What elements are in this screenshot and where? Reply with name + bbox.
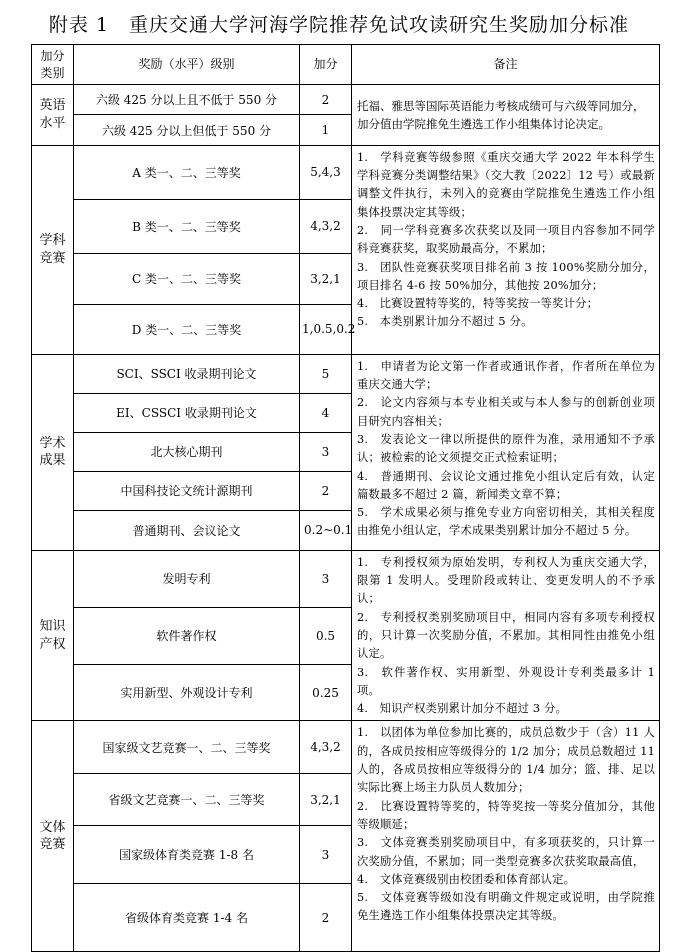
level-cell: 软件著作权 [74, 607, 300, 664]
note-text: 3. 文体竞赛类别奖励项目中，有多项获奖的，只计算一次奖励分值，不累加；同一类型竞赛多次获奖取最高值， [357, 836, 655, 868]
category-competition: 学科竞赛 [32, 145, 74, 354]
table-row [32, 85, 660, 115]
note-text: 5. 本类别累计加分不超过 5 分。 [357, 315, 533, 329]
note-text: 3. 团队性竞赛获奖项目排名前 3 按 100%奖励分加分，项目排名 4-6 按 50%加分，其他按 20%加分； [357, 260, 655, 292]
note-text: 1. 专利授权须为原始发明，专利权人为重庆交通大学，限第 1 发明人。受理阶段或转让、变更发明人的不予承认； [357, 555, 655, 606]
level-cell: 普通期刊、会议论文 [74, 510, 300, 550]
note-text: 3. 发表论文一律以所提供的原件为准，录用通知不予承认；被检索的论文须提交正式检索证明； [357, 432, 655, 465]
table-row [32, 145, 660, 199]
note-text: 2. 论文内容须与本专业相关或与本人参与的创新创业项目研究内容相关； [357, 396, 655, 428]
note-text: 1. 以团体为单位参加比赛的，成员总数少于（含）11 人的，各成员按相应等级得分的 1/2 加分；成员总数超过 11 人的，各成员按相应等级得分的 1/4 加分；篮、排、足以实际比赛上场主力队员人数加分； [357, 726, 655, 795]
header-category: 加分类别 [32, 45, 74, 85]
note-text: 托福、雅思等国际英语能力考核成绩可与六级等同加分，加分值由学院推免生遴选工作小组集体讨论决定。 [357, 98, 645, 131]
level-cell: A 类一、二、三等奖 [74, 145, 300, 199]
note-text: 2. 比赛设置特等奖的，特等奖按一等奖分值加分，其他等级顺延； [357, 799, 655, 831]
level-cell: 省级文艺竞赛一、二、三等奖 [74, 774, 300, 826]
note-text: 4. 普通期刊、会议论文通过推免小组认定后有效，认定篇数最多不超过 2 篇，新闻类文章不算； [357, 469, 655, 501]
note-text: 4. 文体竞赛级别由校团委和体育部认定。 [357, 872, 576, 886]
points-cell: 2 [300, 884, 352, 952]
note-text: 5. 文体竞赛等级如没有明确文件规定或说明，由学院推免生遴选工作小组集体投票决定其等级。 [357, 891, 655, 923]
category-ip: 知识产权 [32, 550, 74, 721]
points-cell: 0.25 [300, 664, 352, 721]
level-cell: 六级 425 分以上且不低于 550 分 [74, 85, 300, 115]
award-points-table [31, 44, 660, 952]
note-text: 5. 学术成果必须与推免专业方向密切相关，其相关程度由推免小组认定，学术成果类别累计加分不超过 5 分。 [357, 506, 655, 538]
competition-notes [352, 145, 660, 354]
header-points: 加分 [300, 45, 352, 85]
note-text: 4. 比赛设置特等奖的，特等奖按一等奖计分； [357, 297, 599, 311]
points-cell: 4 [300, 393, 352, 432]
ip-notes [352, 550, 660, 721]
points-cell: 2 [300, 85, 352, 115]
points-cell: 1,0.5,0.2 [300, 304, 352, 354]
points-cell: 0.5 [300, 607, 352, 664]
note-text: 4. 知识产权类别累计加分不超过 3 分。 [357, 702, 568, 716]
level-cell: C 类一、二、三等奖 [74, 253, 300, 304]
points-cell: 2 [300, 471, 352, 510]
level-cell: 六级 425 分以上但低于 550 分 [74, 115, 300, 145]
points-cell: 5,4,3 [300, 145, 352, 199]
note-text: 2. 专利授权类别奖励项目中，相同内容有多项专利授权的，只计算一次奖励分值，不累加。其相同性由推免小组认定。 [357, 610, 655, 661]
points-cell: 4,3,2 [300, 199, 352, 253]
level-cell: SCI、SSCI 收录期刊论文 [74, 354, 300, 393]
level-cell: 实用新型、外观设计专利 [74, 664, 300, 721]
points-cell: 3 [300, 550, 352, 607]
points-cell: 0.2~0.1 [300, 510, 352, 550]
level-cell: 北大核心期刊 [74, 432, 300, 471]
table-header-row [32, 45, 660, 85]
header-level: 奖励（水平）级别 [74, 45, 300, 85]
academic-notes [352, 354, 660, 550]
points-cell: 3 [300, 826, 352, 884]
level-cell: EI、CSSCI 收录期刊论文 [74, 393, 300, 432]
sports-notes [352, 721, 660, 952]
level-cell: B 类一、二、三等奖 [74, 199, 300, 253]
points-cell: 3,2,1 [300, 253, 352, 304]
points-cell: 3,2,1 [300, 774, 352, 826]
level-cell: 发明专利 [74, 550, 300, 607]
level-cell: D 类一、二、三等奖 [74, 304, 300, 354]
note-text: 1. 申请者为论文第一作者或通讯作者，作者所在单位为重庆交通大学； [357, 359, 655, 392]
table-row [32, 721, 660, 774]
level-cell: 省级体育类竞赛 1-4 名 [74, 884, 300, 952]
table-row [32, 550, 660, 607]
category-sports: 文体竞赛 [32, 721, 74, 952]
category-academic: 学术成果 [32, 354, 74, 550]
points-cell: 1 [300, 115, 352, 145]
points-cell: 4,3,2 [300, 721, 352, 774]
english-notes [352, 85, 660, 146]
points-cell: 5 [300, 354, 352, 393]
level-cell: 国家级体育类竞赛 1-8 名 [74, 826, 300, 884]
note-text: 3. 软件著作权、实用新型、外观设计专利类最多计 1 项。 [357, 665, 655, 697]
category-english: 英语水平 [32, 85, 74, 146]
note-text: 1. 学科竞赛等级参照《重庆交通大学 2022 年本科学生学科竞赛分类调整结果》（交大教〔2022〕12 号）或最新调整文件执行，未列入的竞赛由学院推免生遴选工作小组集体投票决定其等级； [357, 150, 655, 219]
points-cell: 3 [300, 432, 352, 471]
note-text: 2. 同一学科竞赛多次获奖以及同一项目内容参加不同学科竞赛获奖，取奖励最高分，不累加； [357, 223, 655, 256]
page-title: 附表 1 重庆交通大学河海学院推荐免试攻读研究生奖励加分标准 [48, 14, 630, 36]
level-cell: 国家级文艺竞赛一、二、三等奖 [74, 721, 300, 774]
table-row [32, 354, 660, 393]
header-remarks: 备注 [352, 45, 660, 85]
level-cell: 中国科技论文统计源期刊 [74, 471, 300, 510]
